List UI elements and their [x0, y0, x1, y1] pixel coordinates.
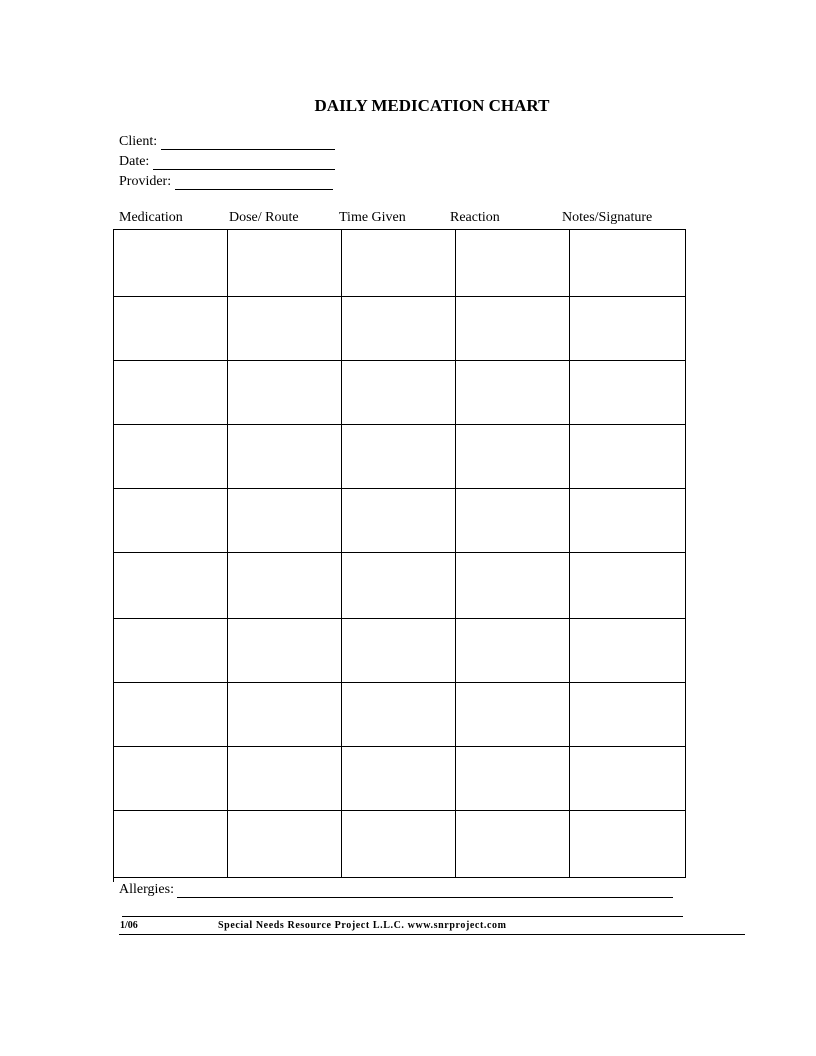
date-field: [119, 154, 335, 170]
footer-divider-bottom: [119, 934, 745, 935]
date-line[interactable]: [153, 157, 335, 170]
chart-title: DAILY MEDICATION CHART: [314, 96, 550, 115]
table-cell[interactable]: [456, 230, 570, 297]
allergies-label: Allergies:: [119, 882, 174, 897]
table-cell[interactable]: [342, 683, 456, 747]
table-cell[interactable]: [342, 297, 456, 361]
table-cell[interactable]: [114, 361, 228, 425]
table-cell[interactable]: [114, 811, 228, 878]
table-cell[interactable]: [228, 489, 342, 553]
column-header-notes-signature: Notes/Signature: [562, 210, 653, 225]
table-cell[interactable]: [228, 747, 342, 811]
footer-date: 1/06: [120, 920, 138, 931]
table-cell[interactable]: [114, 683, 228, 747]
table-cell[interactable]: [570, 683, 686, 747]
table-cell[interactable]: [342, 747, 456, 811]
table-cell[interactable]: [456, 683, 570, 747]
table-cell[interactable]: [342, 489, 456, 553]
table-cell[interactable]: [228, 230, 342, 297]
table-cell[interactable]: [342, 553, 456, 619]
table-cell[interactable]: [228, 811, 342, 878]
table-cell[interactable]: [114, 297, 228, 361]
table-cell[interactable]: [228, 361, 342, 425]
table-cell[interactable]: [342, 425, 456, 489]
medication-table: [113, 229, 686, 882]
table-cell[interactable]: [570, 361, 686, 425]
table-cell[interactable]: [456, 811, 570, 878]
table-cell[interactable]: [456, 425, 570, 489]
table-cell[interactable]: [570, 230, 686, 297]
table-cell[interactable]: [570, 811, 686, 878]
table-cell[interactable]: [114, 230, 228, 297]
table-cell[interactable]: [570, 489, 686, 553]
table-cell[interactable]: [456, 489, 570, 553]
provider-label: Provider:: [119, 174, 172, 189]
table-cell[interactable]: [570, 553, 686, 619]
table-cell[interactable]: [570, 425, 686, 489]
allergies-line[interactable]: [177, 885, 673, 898]
table-cell[interactable]: [342, 361, 456, 425]
column-header-medication: Medication: [119, 210, 183, 225]
table-cell[interactable]: [114, 553, 228, 619]
date-label: Date:: [119, 154, 150, 169]
table-cell[interactable]: [456, 361, 570, 425]
client-line[interactable]: [161, 137, 335, 150]
table-cell[interactable]: [456, 297, 570, 361]
table-cell[interactable]: [114, 619, 228, 683]
table-cell[interactable]: [570, 619, 686, 683]
table-cell[interactable]: [228, 425, 342, 489]
table-cell[interactable]: [456, 747, 570, 811]
table-cell[interactable]: [456, 619, 570, 683]
column-header-reaction: Reaction: [450, 210, 500, 225]
table-cell[interactable]: [456, 553, 570, 619]
table-cell[interactable]: [570, 747, 686, 811]
table-cell[interactable]: [114, 489, 228, 553]
table-cell[interactable]: [342, 811, 456, 878]
table-cell[interactable]: [228, 683, 342, 747]
allergies-field: [119, 882, 673, 898]
table-cell[interactable]: [114, 747, 228, 811]
column-header-dose-route: Dose/ Route: [229, 210, 299, 225]
table-cell[interactable]: [114, 425, 228, 489]
table-cell[interactable]: [228, 553, 342, 619]
footer-divider-top: [122, 916, 683, 917]
client-label: Client:: [119, 134, 158, 149]
footer-text: Special Needs Resource Project L.L.C. www.snrproject.com: [218, 920, 507, 931]
table-cell[interactable]: [570, 297, 686, 361]
provider-field: [119, 174, 333, 190]
client-field: [119, 134, 335, 150]
table-cell[interactable]: [342, 230, 456, 297]
table-cell[interactable]: [228, 619, 342, 683]
table-cell[interactable]: [342, 619, 456, 683]
provider-line[interactable]: [175, 177, 333, 190]
table-cell[interactable]: [228, 297, 342, 361]
column-header-time-given: Time Given: [339, 210, 406, 225]
